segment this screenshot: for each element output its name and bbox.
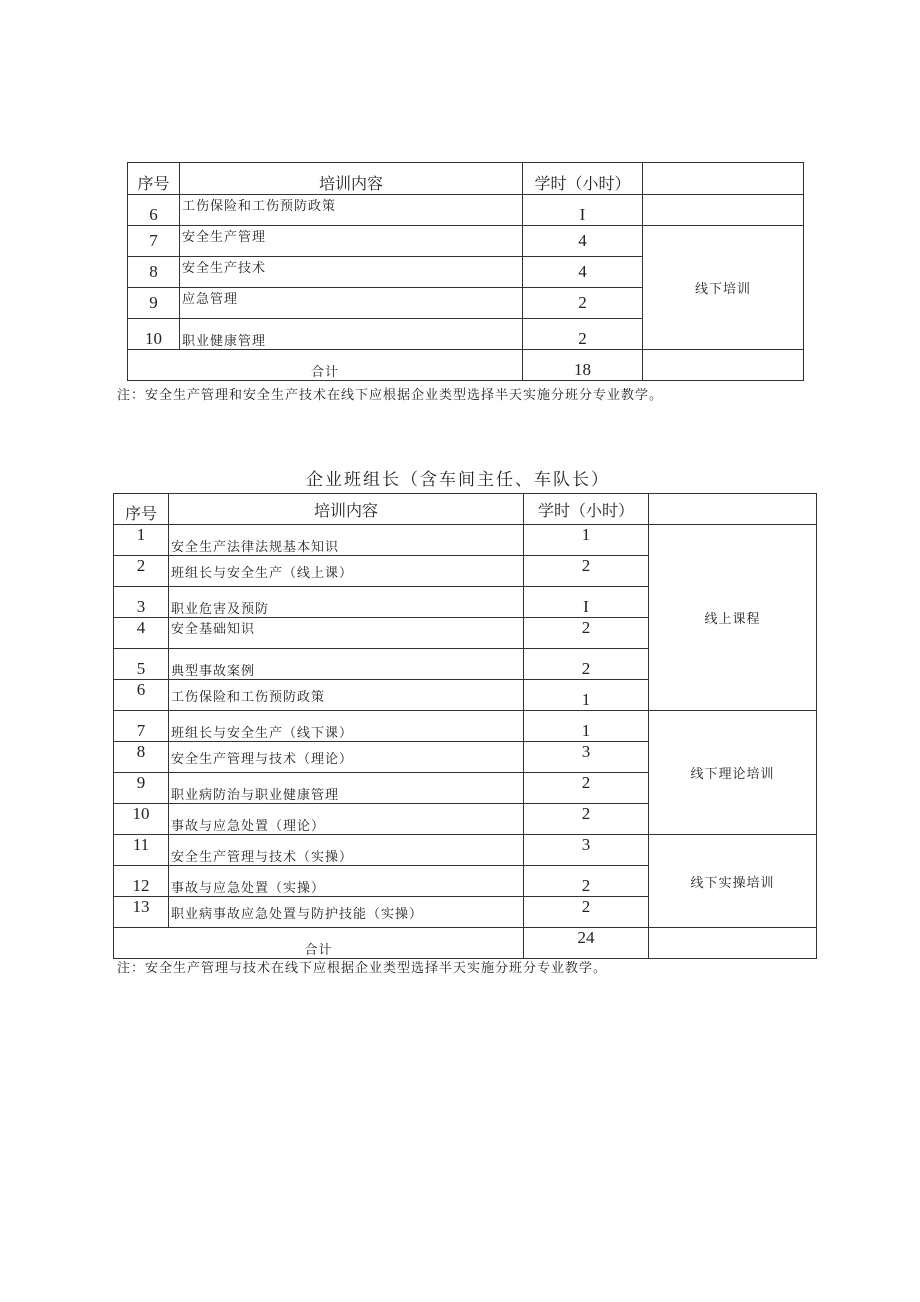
table-2-title: 企业班组长（含车间主任、车队长）	[306, 470, 610, 490]
row-content: 工伤保险和工伤预防政策	[180, 195, 523, 226]
header-content: 培训内容	[169, 494, 524, 525]
row-hours: 1	[524, 525, 649, 556]
row-content: 安全生产法律法规基本知识	[169, 525, 524, 556]
training-table-2	[113, 493, 817, 959]
row-content: 工伤保险和工伤预防政策	[169, 680, 524, 711]
row-no: 9	[114, 773, 169, 804]
table-row	[114, 711, 817, 742]
row-hours: 2	[524, 897, 649, 928]
row-hours: 4	[523, 226, 643, 257]
table-total-row	[128, 350, 804, 381]
table-header-row	[114, 494, 817, 525]
row-hours: I	[524, 587, 649, 618]
table-row	[114, 525, 817, 556]
row-content: 安全生产管理与技术（理论）	[169, 742, 524, 773]
total-hours: 18	[523, 350, 643, 381]
row-no: 8	[114, 742, 169, 773]
header-content: 培训内容	[180, 163, 523, 195]
row-hours: 2	[524, 649, 649, 680]
row-no: 12	[114, 866, 169, 897]
row-hours: 2	[523, 319, 643, 350]
row-hours: 3	[524, 742, 649, 773]
row-hours: 2	[524, 773, 649, 804]
row-no: 13	[114, 897, 169, 928]
row-hours: 4	[523, 257, 643, 288]
total-hours: 24	[524, 928, 649, 959]
total-label: 合计	[128, 350, 523, 381]
training-table-1	[127, 162, 804, 381]
row-no: 2	[114, 556, 169, 587]
table-row	[128, 226, 804, 257]
row-hours: 2	[524, 556, 649, 587]
row-no: 6	[128, 195, 180, 226]
table-row	[128, 195, 804, 226]
row-no: 1	[114, 525, 169, 556]
row-no: 4	[114, 618, 169, 649]
row-content: 职业危害及预防	[169, 587, 524, 618]
row-content: 安全生产技术	[180, 257, 523, 288]
note-1: 注：安全生产管理和安全生产技术在线下应根据企业类型选择半天实施分班分专业教学。	[117, 388, 664, 403]
table-total-row	[114, 928, 817, 959]
total-mode-empty	[649, 928, 817, 959]
row-hours: 2	[523, 288, 643, 319]
row-no: 11	[114, 835, 169, 866]
row-hours: 2	[524, 866, 649, 897]
total-mode-empty	[643, 350, 804, 381]
row-content: 班组长与安全生产（线下课）	[169, 711, 524, 742]
row-no: 10	[114, 804, 169, 835]
row-no: 5	[114, 649, 169, 680]
row-no: 7	[114, 711, 169, 742]
row-hours: 2	[524, 618, 649, 649]
header-hours: 学时（小时）	[524, 494, 649, 525]
row-no: 3	[114, 587, 169, 618]
row-hours: 1	[524, 711, 649, 742]
mode-online-course: 线上课程	[649, 525, 817, 711]
row-hours: 2	[524, 804, 649, 835]
row-content: 职业健康管理	[180, 319, 523, 350]
mode-offline-training: 线下培训	[643, 226, 804, 350]
header-no: 序号	[114, 494, 169, 525]
row-content: 安全生产管理与技术（实操）	[169, 835, 524, 866]
header-no: 序号	[128, 163, 180, 195]
row-hours: 1	[524, 680, 649, 711]
row-hours: 3	[524, 835, 649, 866]
row-content: 事故与应急处置（理论）	[169, 804, 524, 835]
row-content: 职业病防治与职业健康管理	[169, 773, 524, 804]
row-no: 9	[128, 288, 180, 319]
header-mode	[649, 494, 817, 525]
table-header-row	[128, 163, 804, 195]
row-mode-empty	[643, 195, 804, 226]
mode-offline-practice: 线下实操培训	[649, 835, 817, 928]
row-no: 7	[128, 226, 180, 257]
row-content: 安全生产管理	[180, 226, 523, 257]
row-hours: I	[523, 195, 643, 226]
mode-offline-theory: 线下理论培训	[649, 711, 817, 835]
row-content: 班组长与安全生产（线上课）	[169, 556, 524, 587]
row-content: 应急管理	[180, 288, 523, 319]
row-content: 事故与应急处置（实操）	[169, 866, 524, 897]
row-content: 安全基础知识	[169, 618, 524, 649]
row-content: 职业病事故应急处置与防护技能（实操）	[169, 897, 524, 928]
header-mode	[643, 163, 804, 195]
row-content: 典型事故案例	[169, 649, 524, 680]
table-row	[114, 835, 817, 866]
total-label: 合计	[114, 928, 524, 959]
row-no: 10	[128, 319, 180, 350]
row-no: 8	[128, 257, 180, 288]
row-no: 6	[114, 680, 169, 711]
note-2: 注：安全生产管理与技术在线下应根据企业类型选择半天实施分班分专业教学。	[117, 961, 608, 976]
header-hours: 学时（小时）	[523, 163, 643, 195]
